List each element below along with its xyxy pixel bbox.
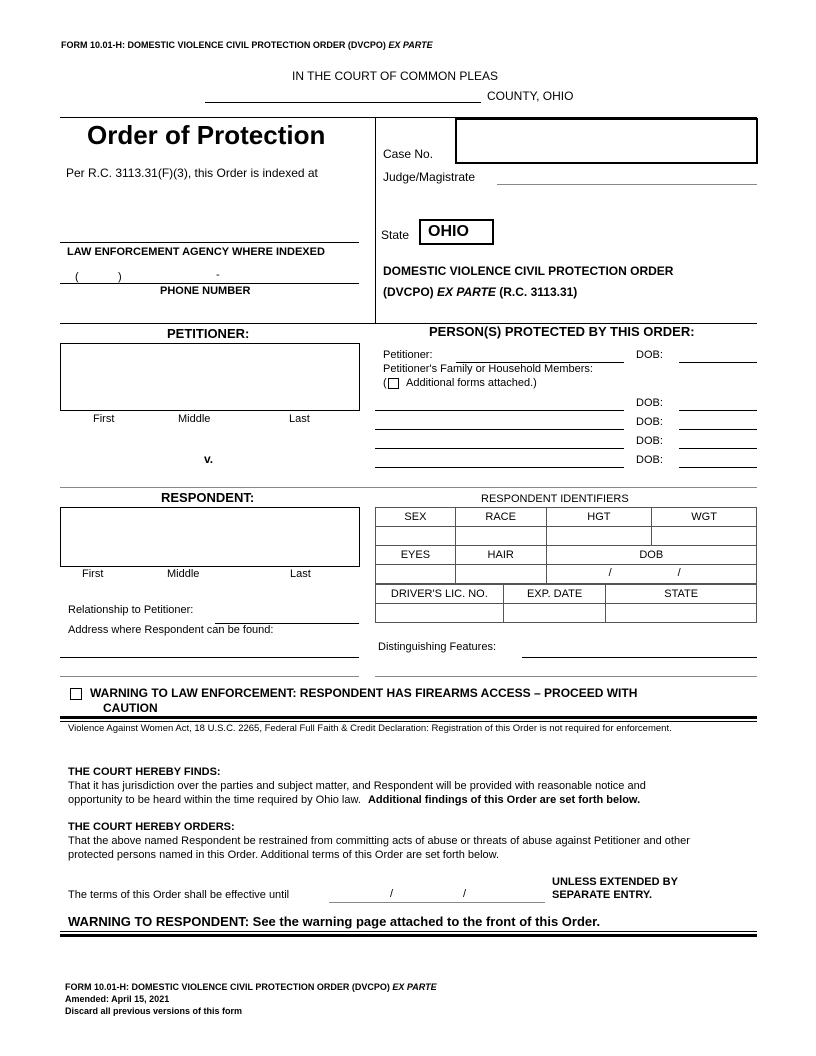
family-name-line-1[interactable] (375, 410, 624, 411)
respondent-warning: WARNING TO RESPONDENT: See the warning page attached to the front of this Order. (68, 914, 601, 929)
footer-amended: Amended: April 15, 2021 (65, 994, 170, 1004)
family-dob-line-4[interactable] (679, 467, 757, 468)
exp-date-field[interactable] (503, 604, 606, 623)
features-label: Distinguishing Features: (378, 641, 497, 653)
license-state-header: STATE (606, 585, 757, 604)
family-dob-label-3: DOB: (636, 435, 663, 447)
judge-label: Judge/Magistrate (383, 170, 476, 184)
protected-heading: PERSON(S) PROTECTED BY THIS ORDER: (429, 324, 695, 339)
effective-label: The terms of this Order shall be effective until (68, 889, 290, 901)
section-divider-2 (60, 487, 757, 488)
case-no-field[interactable] (455, 118, 758, 164)
features-line-1[interactable] (522, 657, 757, 658)
hgt-header: HGT (546, 508, 652, 527)
family-name-line-3[interactable] (375, 448, 624, 449)
phone-line[interactable] (60, 283, 359, 284)
findings-line2-b: Additional findings of this Order are set forth below. (367, 794, 641, 806)
dob-field[interactable] (546, 565, 756, 584)
address-line-1[interactable] (60, 657, 359, 658)
respondent-first-label: First (82, 568, 104, 580)
warning-rule-thick (60, 716, 757, 719)
form-id (61, 40, 433, 50)
identifiers-heading: RESPONDENT IDENTIFIERS (481, 493, 629, 505)
address-line-2[interactable] (60, 676, 359, 677)
protected-petitioner-label: Petitioner: (383, 349, 433, 361)
form-id-italic: EX PARTE (388, 40, 433, 50)
license-header: DRIVER'S LIC. NO. (376, 585, 504, 604)
county-label: COUNTY, OHIO (487, 89, 574, 103)
footer-form-id-italic: EX PARTE (392, 982, 437, 992)
exp-date-header: EXP. DATE (503, 585, 606, 604)
hgt-field[interactable] (546, 527, 652, 546)
additional-forms-label: Additional forms attached.) (406, 377, 537, 389)
orders-heading: THE COURT HEREBY ORDERS: (68, 821, 235, 833)
effective-date-line[interactable] (329, 902, 545, 903)
relationship-label: Relationship to Petitioner: (68, 604, 194, 616)
license-state-field[interactable] (606, 604, 757, 623)
family-dob-line-2[interactable] (679, 429, 757, 430)
order-title-line1: DOMESTIC VIOLENCE CIVIL PROTECTION ORDER (383, 264, 674, 278)
address-label: Address where Respondent can be found: (68, 624, 274, 636)
family-dob-line-1[interactable] (679, 410, 757, 411)
order-title-dvcpo: (DVCPO) (383, 285, 434, 299)
versus-label: v. (204, 452, 214, 466)
dob-header: DOB (546, 546, 756, 565)
protected-petitioner-dob-label: DOB: (636, 349, 663, 361)
identifiers-table-2 (375, 584, 757, 623)
firearms-warning-line2: CAUTION (103, 701, 158, 715)
phone-paren-open: ( (75, 271, 79, 283)
vawa-text: Violence Against Women Act, 18 U.S.C. 2265, Federal Full Faith & Credit Declaration: Registration of this Order is not required for enforcement. (68, 723, 672, 734)
findings-line2-a: opportunity to be heard within the time required by Ohio law. (68, 794, 361, 806)
dob-slash-1: / (608, 567, 612, 579)
license-field[interactable] (376, 604, 504, 623)
firearms-warning-line1: WARNING TO LAW ENFORCEMENT: RESPONDENT HAS FIREARMS ACCESS – PROCEED WITH (90, 686, 638, 700)
effective-slash-1: / (390, 888, 394, 900)
phone-paren-close: ) (118, 271, 122, 283)
state-label: State (381, 228, 410, 242)
respondent-heading: RESPONDENT: (161, 490, 255, 505)
order-title-exparte: EX PARTE (437, 285, 496, 299)
family-dob-line-3[interactable] (679, 448, 757, 449)
court-line: IN THE COURT OF COMMON PLEAS (292, 69, 499, 83)
judge-field-line[interactable] (497, 184, 757, 185)
protected-petitioner-dob-line[interactable] (679, 362, 757, 363)
orders-line2: protected persons named in this Order. Additional terms of this Order are set forth below. (68, 849, 500, 861)
respondent-name-box[interactable] (60, 507, 360, 567)
family-label: Petitioner's Family or Household Members: (383, 363, 593, 375)
hair-field[interactable] (455, 565, 546, 584)
hair-header: HAIR (455, 546, 546, 565)
form-id-text: FORM 10.01-H: DOMESTIC VIOLENCE CIVIL PROTECTION ORDER (DVCPO) (61, 40, 386, 50)
respondent-last-label: Last (290, 568, 311, 580)
state-value-box: OHIO (419, 219, 494, 245)
phone-dash: - (216, 269, 220, 281)
sex-field[interactable] (376, 527, 456, 546)
petitioner-first-label: First (93, 413, 115, 425)
family-name-line-2[interactable] (375, 429, 624, 430)
orders-line1: That the above named Respondent be restrained from committing acts of abuse or threats of abuse against Petitioner and other (68, 835, 690, 847)
race-header: RACE (455, 508, 546, 527)
effective-slash-2: / (463, 888, 467, 900)
order-title: Order of Protection (87, 120, 326, 150)
order-title-line2 (383, 285, 577, 299)
firearms-warning-checkbox[interactable] (70, 688, 82, 700)
eyes-header: EYES (376, 546, 456, 565)
petitioner-heading: PETITIONER: (167, 326, 250, 341)
race-field[interactable] (455, 527, 546, 546)
petitioner-name-box[interactable] (60, 343, 360, 411)
phone-label: PHONE NUMBER (160, 285, 251, 297)
identifiers-table-1 (375, 507, 757, 584)
family-dob-label-4: DOB: (636, 454, 663, 466)
respondent-middle-label: Middle (167, 568, 200, 580)
wgt-field[interactable] (652, 527, 757, 546)
findings-heading: THE COURT HEREBY FINDS: (68, 766, 221, 778)
unless-extended-line2: SEPARATE ENTRY. (552, 889, 653, 901)
bottom-rule-thick (60, 934, 757, 937)
petitioner-middle-label: Middle (178, 413, 211, 425)
findings-line2 (68, 794, 640, 806)
dob-slash-2: / (677, 567, 681, 579)
case-no-label: Case No. (383, 147, 434, 161)
wgt-header: WGT (652, 508, 757, 527)
features-line-2[interactable] (375, 676, 757, 677)
agency-line[interactable] (60, 242, 359, 243)
findings-line1: That it has jurisdiction over the parties and subject matter, and Respondent will be provided with reasonable notice and (68, 780, 646, 792)
unless-extended-line1: UNLESS EXTENDED BY (552, 876, 678, 888)
agency-label: LAW ENFORCEMENT AGENCY WHERE INDEXED (67, 246, 325, 258)
family-dob-label-1: DOB: (636, 397, 663, 409)
eyes-field[interactable] (376, 565, 456, 584)
petitioner-last-label: Last (289, 413, 310, 425)
footer-discard: Discard all previous versions of this form (65, 1006, 243, 1016)
family-dob-label-2: DOB: (636, 416, 663, 428)
sex-header: SEX (376, 508, 456, 527)
center-divider (375, 117, 376, 323)
footer-line1 (65, 982, 437, 992)
order-title-statute: (R.C. 3113.31) (499, 285, 578, 299)
county-field-line[interactable] (205, 102, 481, 103)
warning-rule-thin (60, 721, 757, 722)
additional-forms-checkbox[interactable] (388, 378, 399, 389)
bottom-rule-thin (60, 931, 757, 932)
family-name-line-4[interactable] (375, 467, 624, 468)
additional-forms-open: ( (383, 377, 387, 389)
footer-form-id: FORM 10.01-H: DOMESTIC VIOLENCE CIVIL PROTECTION ORDER (DVCPO) (65, 982, 390, 992)
indexed-text: Per R.C. 3113.31(F)(3), this Order is indexed at (66, 166, 318, 180)
